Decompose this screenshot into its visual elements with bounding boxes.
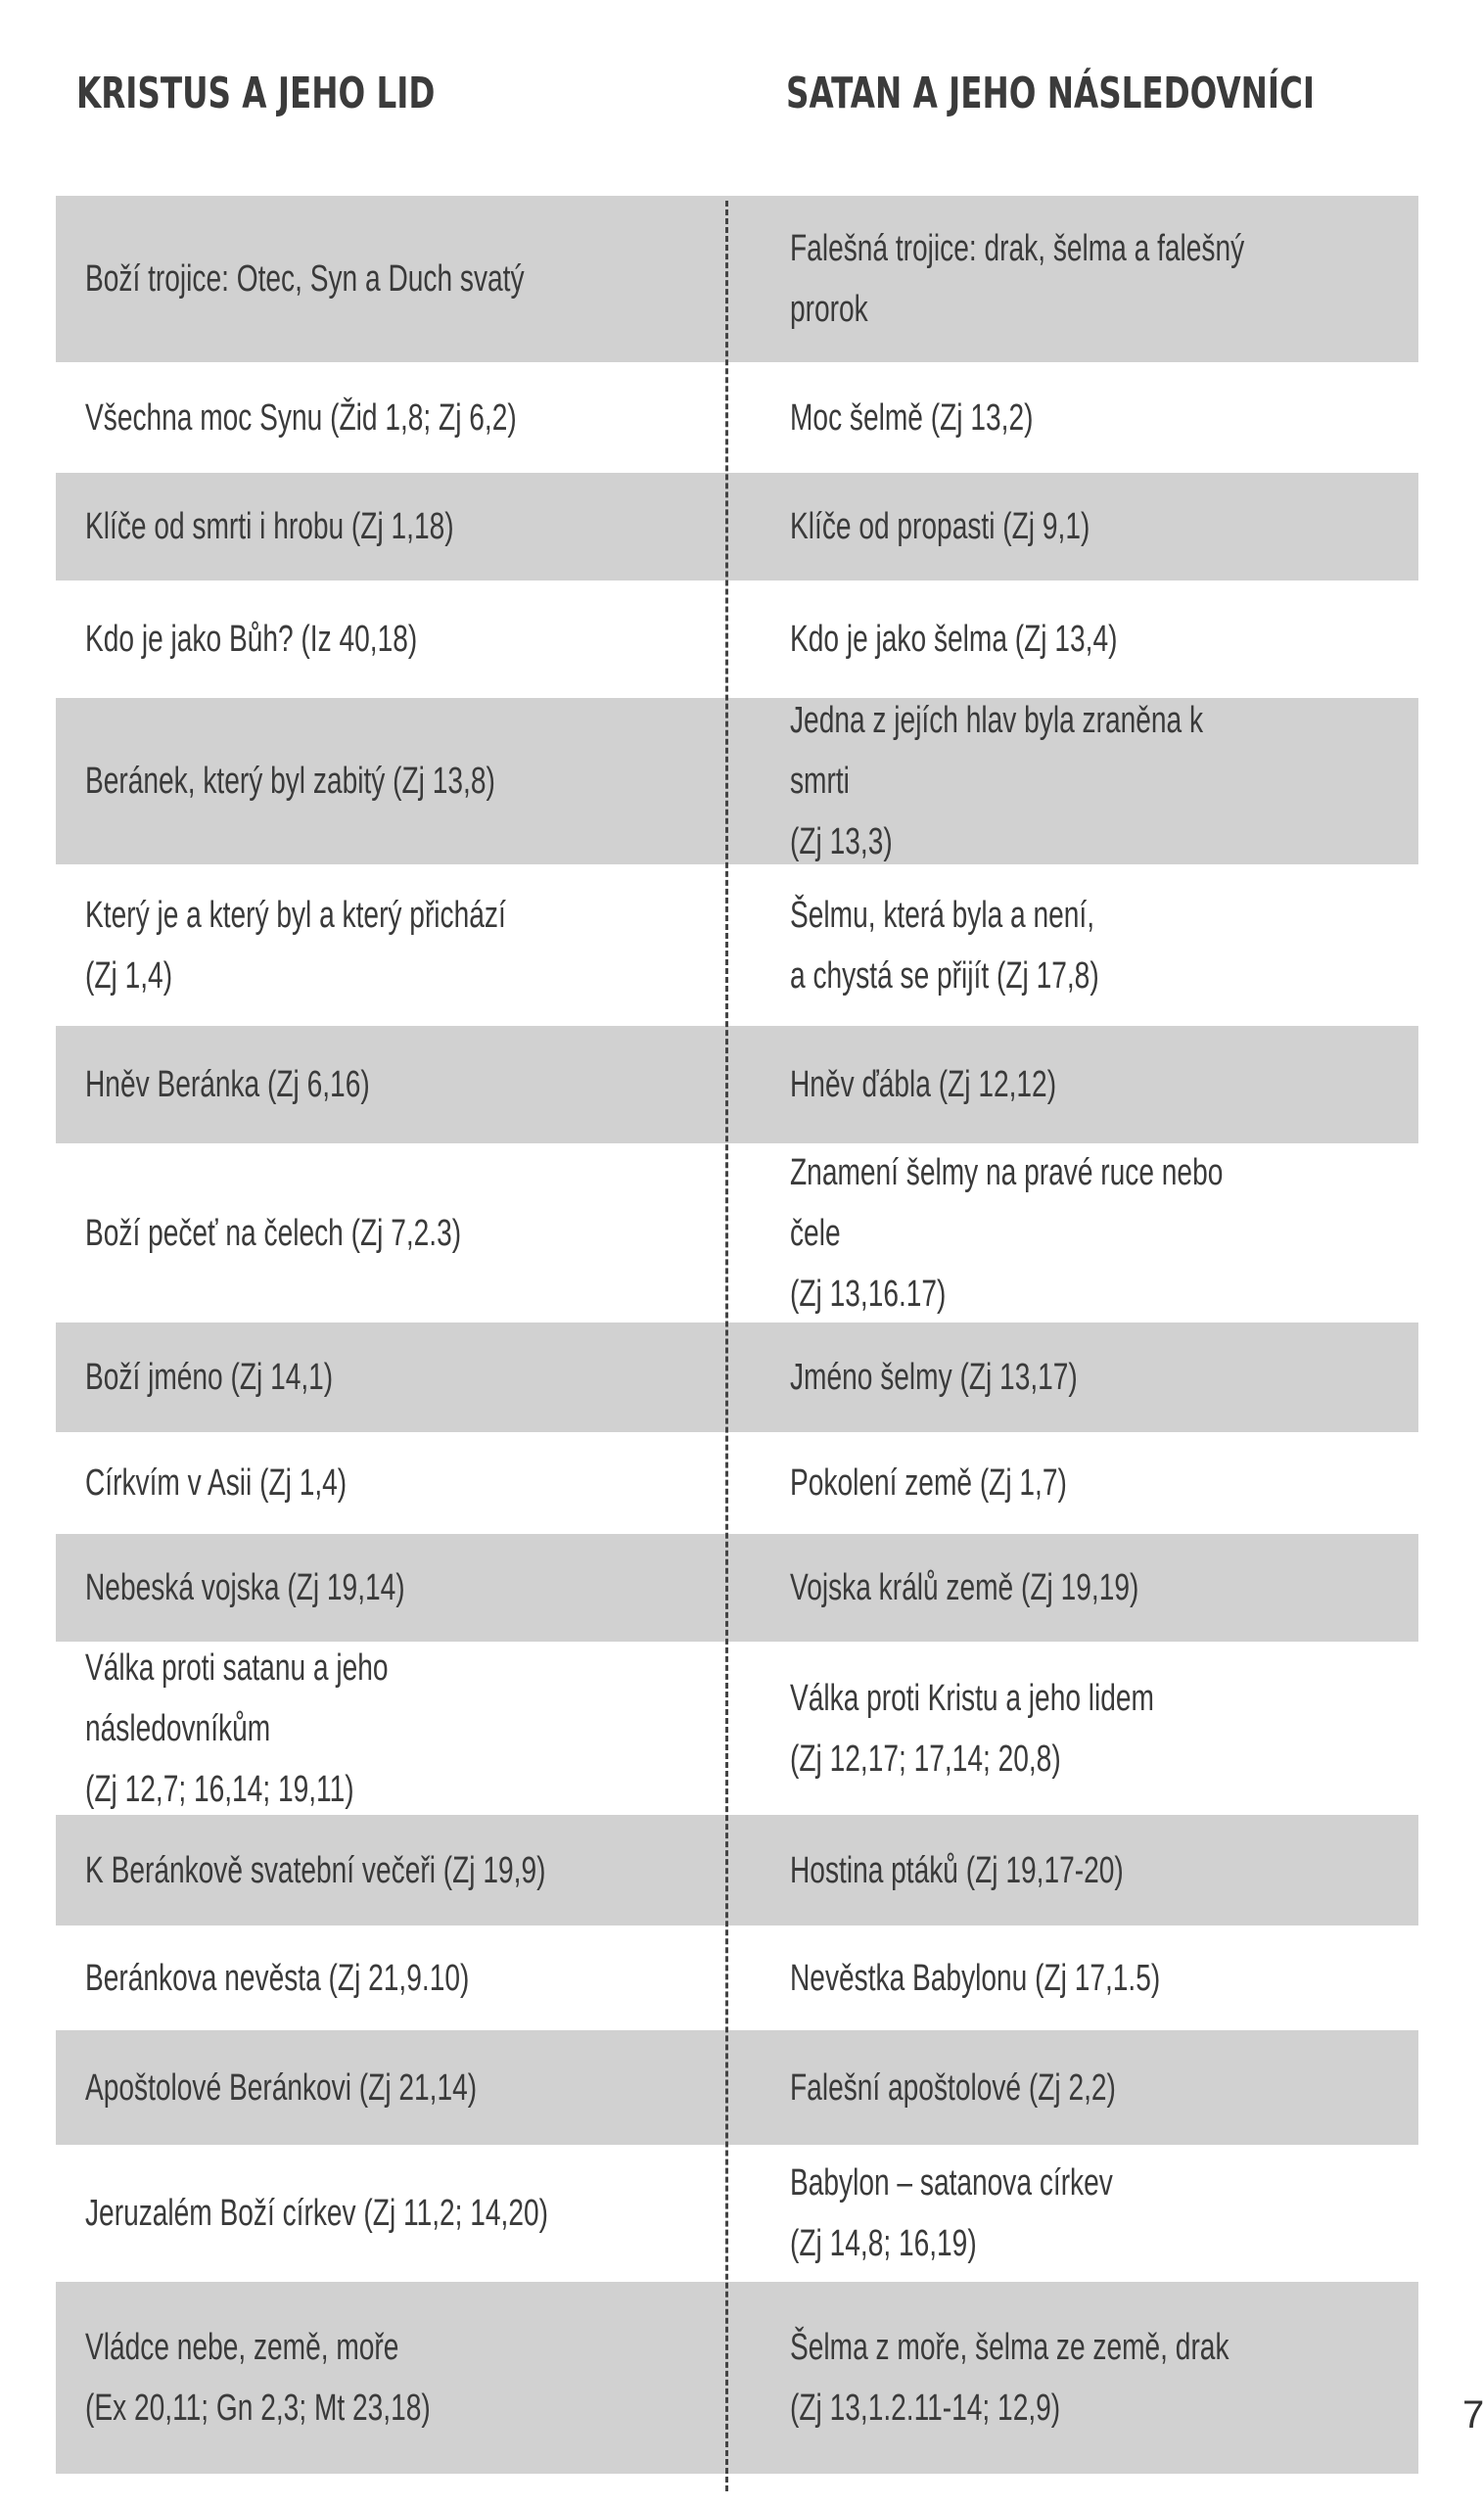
- cell-text: Znamení šelmy na pravé ruce nebo čele (Zj 13,16.17): [790, 1151, 1224, 1315]
- cell-christ-side: [85, 1432, 712, 1534]
- cell-satan-side: [790, 1534, 1416, 1642]
- cell-christ-side: [85, 2282, 712, 2474]
- cell-christ-side: [85, 864, 712, 1026]
- column-header-right: SATAN A JEHO NÁSLEDOVNÍCI: [786, 69, 1316, 118]
- cell-satan-side: [790, 196, 1416, 362]
- cell-satan-side: [790, 1815, 1416, 1926]
- cell-satan-side: [790, 698, 1416, 864]
- table-row: [56, 2145, 1418, 2282]
- table-row: [56, 196, 1418, 362]
- page-number: 7: [1462, 2393, 1484, 2436]
- cell-christ-side: [85, 580, 712, 698]
- cell-text: Vládce nebe, země, moře (Ex 20,11; Gn 2,3; Mt 23,18): [85, 2327, 431, 2429]
- cell-text: Apoštolové Beránkovi (Zj 21,14): [85, 2066, 478, 2109]
- cell-satan-side: [790, 580, 1416, 698]
- cell-christ-side: [85, 473, 712, 580]
- cell-satan-side: [790, 473, 1416, 580]
- table-row: [56, 1815, 1418, 1926]
- cell-text: K Beránkově svatební večeři (Zj 19,9): [85, 1849, 546, 1891]
- cell-satan-side: [790, 1026, 1416, 1143]
- cell-christ-side: [85, 1534, 712, 1642]
- table-row: [56, 1534, 1418, 1642]
- cell-christ-side: [85, 2030, 712, 2145]
- cell-satan-side: [790, 864, 1416, 1026]
- cell-text: Vojska králů země (Zj 19,19): [790, 1567, 1139, 1608]
- column-header-left: KRISTUS A JEHO LID: [76, 69, 436, 118]
- cell-text: Boží jméno (Zj 14,1): [85, 1357, 334, 1398]
- cell-text: Kdo je jako šelma (Zj 13,4): [790, 619, 1118, 660]
- cell-satan-side: [790, 2145, 1416, 2282]
- table-row: [56, 1642, 1418, 1815]
- table-row: [56, 698, 1418, 864]
- cell-satan-side: [790, 2030, 1416, 2145]
- cell-christ-side: [85, 1143, 712, 1323]
- cell-text: Beránek, který byl zabitý (Zj 13,8): [85, 761, 495, 802]
- cell-text: Hněv ďábla (Zj 12,12): [790, 1064, 1057, 1105]
- cell-text: Jeruzalém Boží církev (Zj 11,2; 14,20): [85, 2193, 549, 2234]
- cell-christ-side: [85, 196, 712, 362]
- cell-text: Který je a který byl a který přichází (Zj 1,4): [85, 894, 506, 997]
- cell-christ-side: [85, 1026, 712, 1143]
- table-row: [56, 1323, 1418, 1432]
- table-row: [56, 2282, 1418, 2474]
- table-row: [56, 2030, 1418, 2145]
- cell-text: Válka proti Kristu a jeho lidem (Zj 12,17; 17,14; 20,8): [790, 1677, 1154, 1780]
- cell-text: Šelmu, která byla a není, a chystá se přijít (Zj 17,8): [790, 894, 1099, 997]
- cell-christ-side: [85, 698, 712, 864]
- cell-text: Beránkova nevěsta (Zj 21,9.10): [85, 1957, 470, 1999]
- table-row: [56, 1143, 1418, 1323]
- cell-christ-side: [85, 1926, 712, 2030]
- cell-text: Šelma z moře, šelma ze země, drak (Zj 13,1.2.11-14; 12,9): [790, 2327, 1229, 2429]
- table-row: [56, 1432, 1418, 1534]
- table-row: [56, 580, 1418, 698]
- cell-text: Boží trojice: Otec, Syn a Duch svatý: [85, 258, 525, 300]
- cell-text: Babylon – satanova církev (Zj 14,8; 16,19): [790, 2162, 1113, 2264]
- cell-text: Klíče od propasti (Zj 9,1): [790, 506, 1090, 547]
- cell-text: Nebeská vojska (Zj 19,14): [85, 1567, 405, 1608]
- cell-text: Jméno šelmy (Zj 13,17): [790, 1357, 1078, 1398]
- cell-text: Všechna moc Synu (Žid 1,8; Zj 6,2): [85, 396, 517, 439]
- cell-christ-side: [85, 1642, 712, 1815]
- cell-text: Klíče od smrti i hrobu (Zj 1,18): [85, 506, 454, 547]
- cell-christ-side: [85, 1815, 712, 1926]
- cell-text: Jedna z jejích hlav byla zraněna k smrti (Zj 13,3): [790, 700, 1204, 862]
- cell-text: Falešná trojice: drak, šelma a falešný prorok: [790, 228, 1245, 330]
- cell-satan-side: [790, 362, 1416, 473]
- cell-christ-side: [85, 362, 712, 473]
- cell-satan-side: [790, 2282, 1416, 2474]
- cell-text: Falešní apoštolové (Zj 2,2): [790, 2066, 1116, 2109]
- column-divider: [725, 201, 728, 2491]
- cell-christ-side: [85, 2145, 712, 2282]
- cell-christ-side: [85, 1323, 712, 1432]
- cell-satan-side: [790, 1926, 1416, 2030]
- cell-satan-side: [790, 1642, 1416, 1815]
- cell-text: Kdo je jako Bůh? (Iz 40,18): [85, 619, 418, 660]
- cell-text: Nevěstka Babylonu (Zj 17,1.5): [790, 1957, 1161, 1999]
- cell-text: Válka proti satanu a jeho následovníkům (Zj 12,7; 16,14; 19,11): [85, 1647, 389, 1810]
- table-row: [56, 362, 1418, 473]
- table-row: [56, 1026, 1418, 1143]
- cell-text: Hostina ptáků (Zj 19,17-20): [790, 1849, 1124, 1891]
- cell-text: Pokolení země (Zj 1,7): [790, 1462, 1067, 1504]
- table-row: [56, 864, 1418, 1026]
- cell-text: Církvím v Asii (Zj 1,4): [85, 1462, 348, 1504]
- cell-text: Moc šelmě (Zj 13,2): [790, 396, 1034, 439]
- cell-satan-side: [790, 1323, 1416, 1432]
- table-row: [56, 1926, 1418, 2030]
- cell-satan-side: [790, 1432, 1416, 1534]
- cell-satan-side: [790, 1143, 1416, 1323]
- cell-text: Boží pečeť na čelech (Zj 7,2.3): [85, 1212, 462, 1254]
- cell-text: Hněv Beránka (Zj 6,16): [85, 1064, 370, 1105]
- table-row: [56, 473, 1418, 580]
